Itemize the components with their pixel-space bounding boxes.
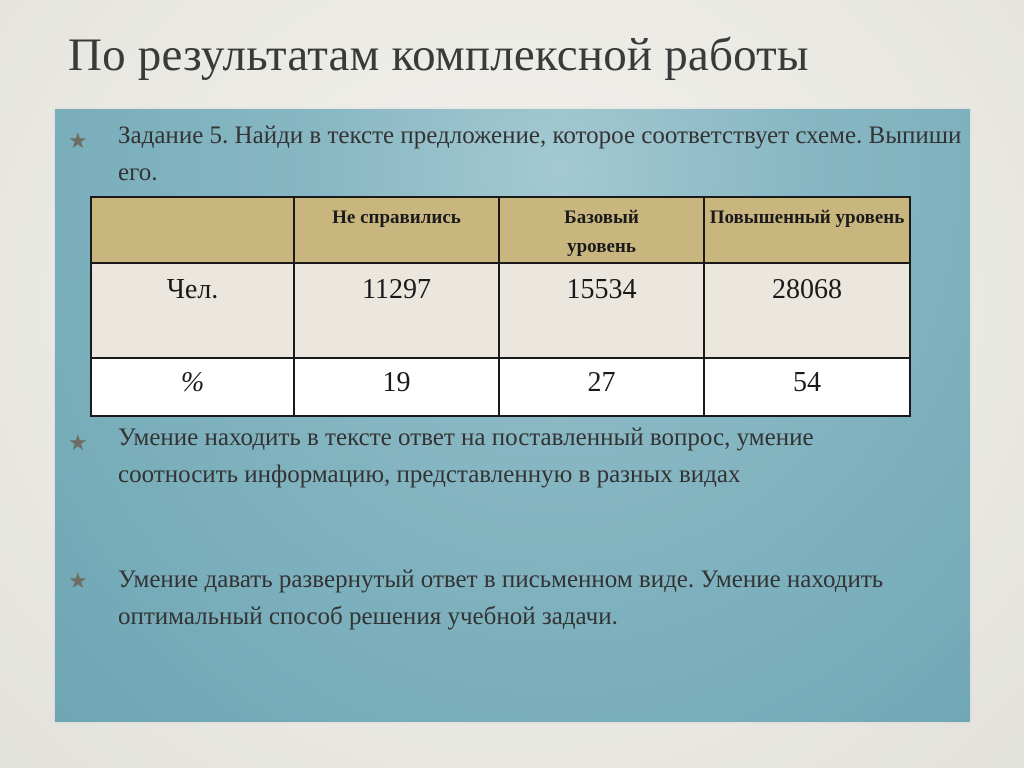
row-label-percent: %: [91, 358, 294, 416]
table-header-advanced-level: Повышенный уровень: [704, 197, 910, 263]
skill-description: Умение давать развернутый ответ в письменном виде. Умение находить оптимальный способ решения учебной задачи.: [118, 566, 884, 630]
cell-basic-people: 15534: [499, 263, 704, 358]
star-bullet-icon: ★: [68, 568, 88, 593]
table-header-corner: [91, 197, 294, 263]
task-description: Задание 5. Найди в тексте предложение, которое соответствует схеме. Выпиши его.: [118, 122, 962, 186]
cell-basic-percent: 27: [499, 358, 704, 416]
cell-failed-percent: 19: [294, 358, 499, 416]
content-panel: [55, 109, 970, 722]
slide-title: По результатам комплексной работы: [68, 29, 809, 81]
skill-description: Умение находить в тексте ответ на поставленный вопрос, умение соотносить информацию, представленную в разных видах: [118, 424, 814, 488]
table-row: [91, 263, 910, 358]
table-row: [91, 358, 910, 416]
cell-advanced-percent: 54: [704, 358, 910, 416]
results-table: [90, 196, 911, 417]
table-header-row: [91, 197, 910, 263]
cell-failed-people: 11297: [294, 263, 499, 358]
star-bullet-icon: ★: [68, 128, 88, 153]
row-label-people: Чел.: [91, 263, 294, 358]
table-header-basic-level: Базовый уровень: [499, 197, 704, 263]
cell-advanced-people: 28068: [704, 263, 910, 358]
table-header-failed: Не справились: [294, 197, 499, 263]
star-bullet-icon: ★: [68, 430, 88, 455]
